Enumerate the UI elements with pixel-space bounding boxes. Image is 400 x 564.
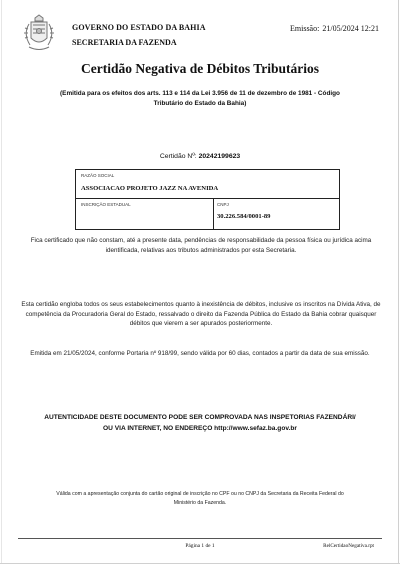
certificate-number: 20242199623 (198, 153, 241, 160)
authenticity-line-1: AUTENTICIDADE DESTE DOCUMENTO PODE SER COMPROVADA NAS INSPETORIAS FAZENDÁRI/ (44, 414, 356, 421)
company-name: ASSOCIACAO PROJETO JAZZ NA AVENIDA (81, 185, 219, 192)
validity-paragraph: Emitida em 21/05/2024, conforme Portaria nº 918/99, sendo válida por 60 dias, contados a partir da data de sua emissão. (30, 350, 370, 357)
authenticity-line-2: OU VIA INTERNET, NO ENDEREÇO http://www.sefaz.ba.gov.br (103, 425, 297, 432)
box-divider (213, 199, 214, 229)
company-registration-box (75, 199, 340, 230)
document-subtitle: (Emitida para os efeitos dos arts. 113 e 114 da Lei 3.956 de 11 de dezembro de 1981 - Código Tributário do Estado da Bahia) (60, 90, 340, 107)
certificate-label: Certidão Nº: (159, 153, 197, 160)
validity-note: Válida com a apresentação conjunta do cartão original de inscrição no CPF ou no CNPJ da Secretaria da Receita Federal do Ministério da Fazenda. (56, 491, 344, 506)
government-name: GOVERNO DO ESTADO DA BAHIA (72, 23, 206, 32)
bahia-coat-of-arms-icon (21, 14, 57, 54)
issue-datetime: 21/05/2024 12:21 (322, 24, 380, 33)
report-name: RelCertidaoNegativa.rpt (323, 543, 374, 549)
authenticity-notice (30, 412, 370, 434)
cnpj-value: 30.226.584/0001-89 (217, 213, 271, 220)
company-name-box (75, 169, 340, 199)
cnpj-label: CNPJ (217, 202, 229, 207)
company-name-label: RAZÃO SOCIAL (81, 173, 115, 178)
state-registration-label: INSCRIÇÃO ESTADUAL (81, 202, 131, 207)
scope-paragraph: Esta certidão engloba todos os seus estabelecimentos quanto à inexistência de débitos, inclusive os inscritos na Dívida Ativa, de competência da Procuradoria Geral do Estado, ressalvado o direito da Fazenda Pública do Estado da Bahia cobrar quaisquer débitos que vierem a ser apurados posteriormente. (21, 301, 381, 328)
document-title: Certidão Negativa de Débitos Tributários (81, 61, 319, 76)
page-edge-right (398, 0, 399, 564)
secretariat-name: SECRETARIA DA FAZENDA (72, 38, 177, 47)
page-edge-left (1, 0, 2, 564)
certification-paragraph: Fica certificado que não constam, até a presente data, pendências de responsabilidade da pessoa física ou jurídica acima identificada, relativas aos tributos administrados por esta Secretaria. (30, 237, 372, 254)
issue-label: Emissão: (290, 24, 320, 33)
page-number: Página 1 de 1 (185, 543, 215, 549)
certificate-number-line (0, 153, 400, 160)
footer-rule (18, 538, 382, 539)
issue-info (290, 24, 382, 33)
